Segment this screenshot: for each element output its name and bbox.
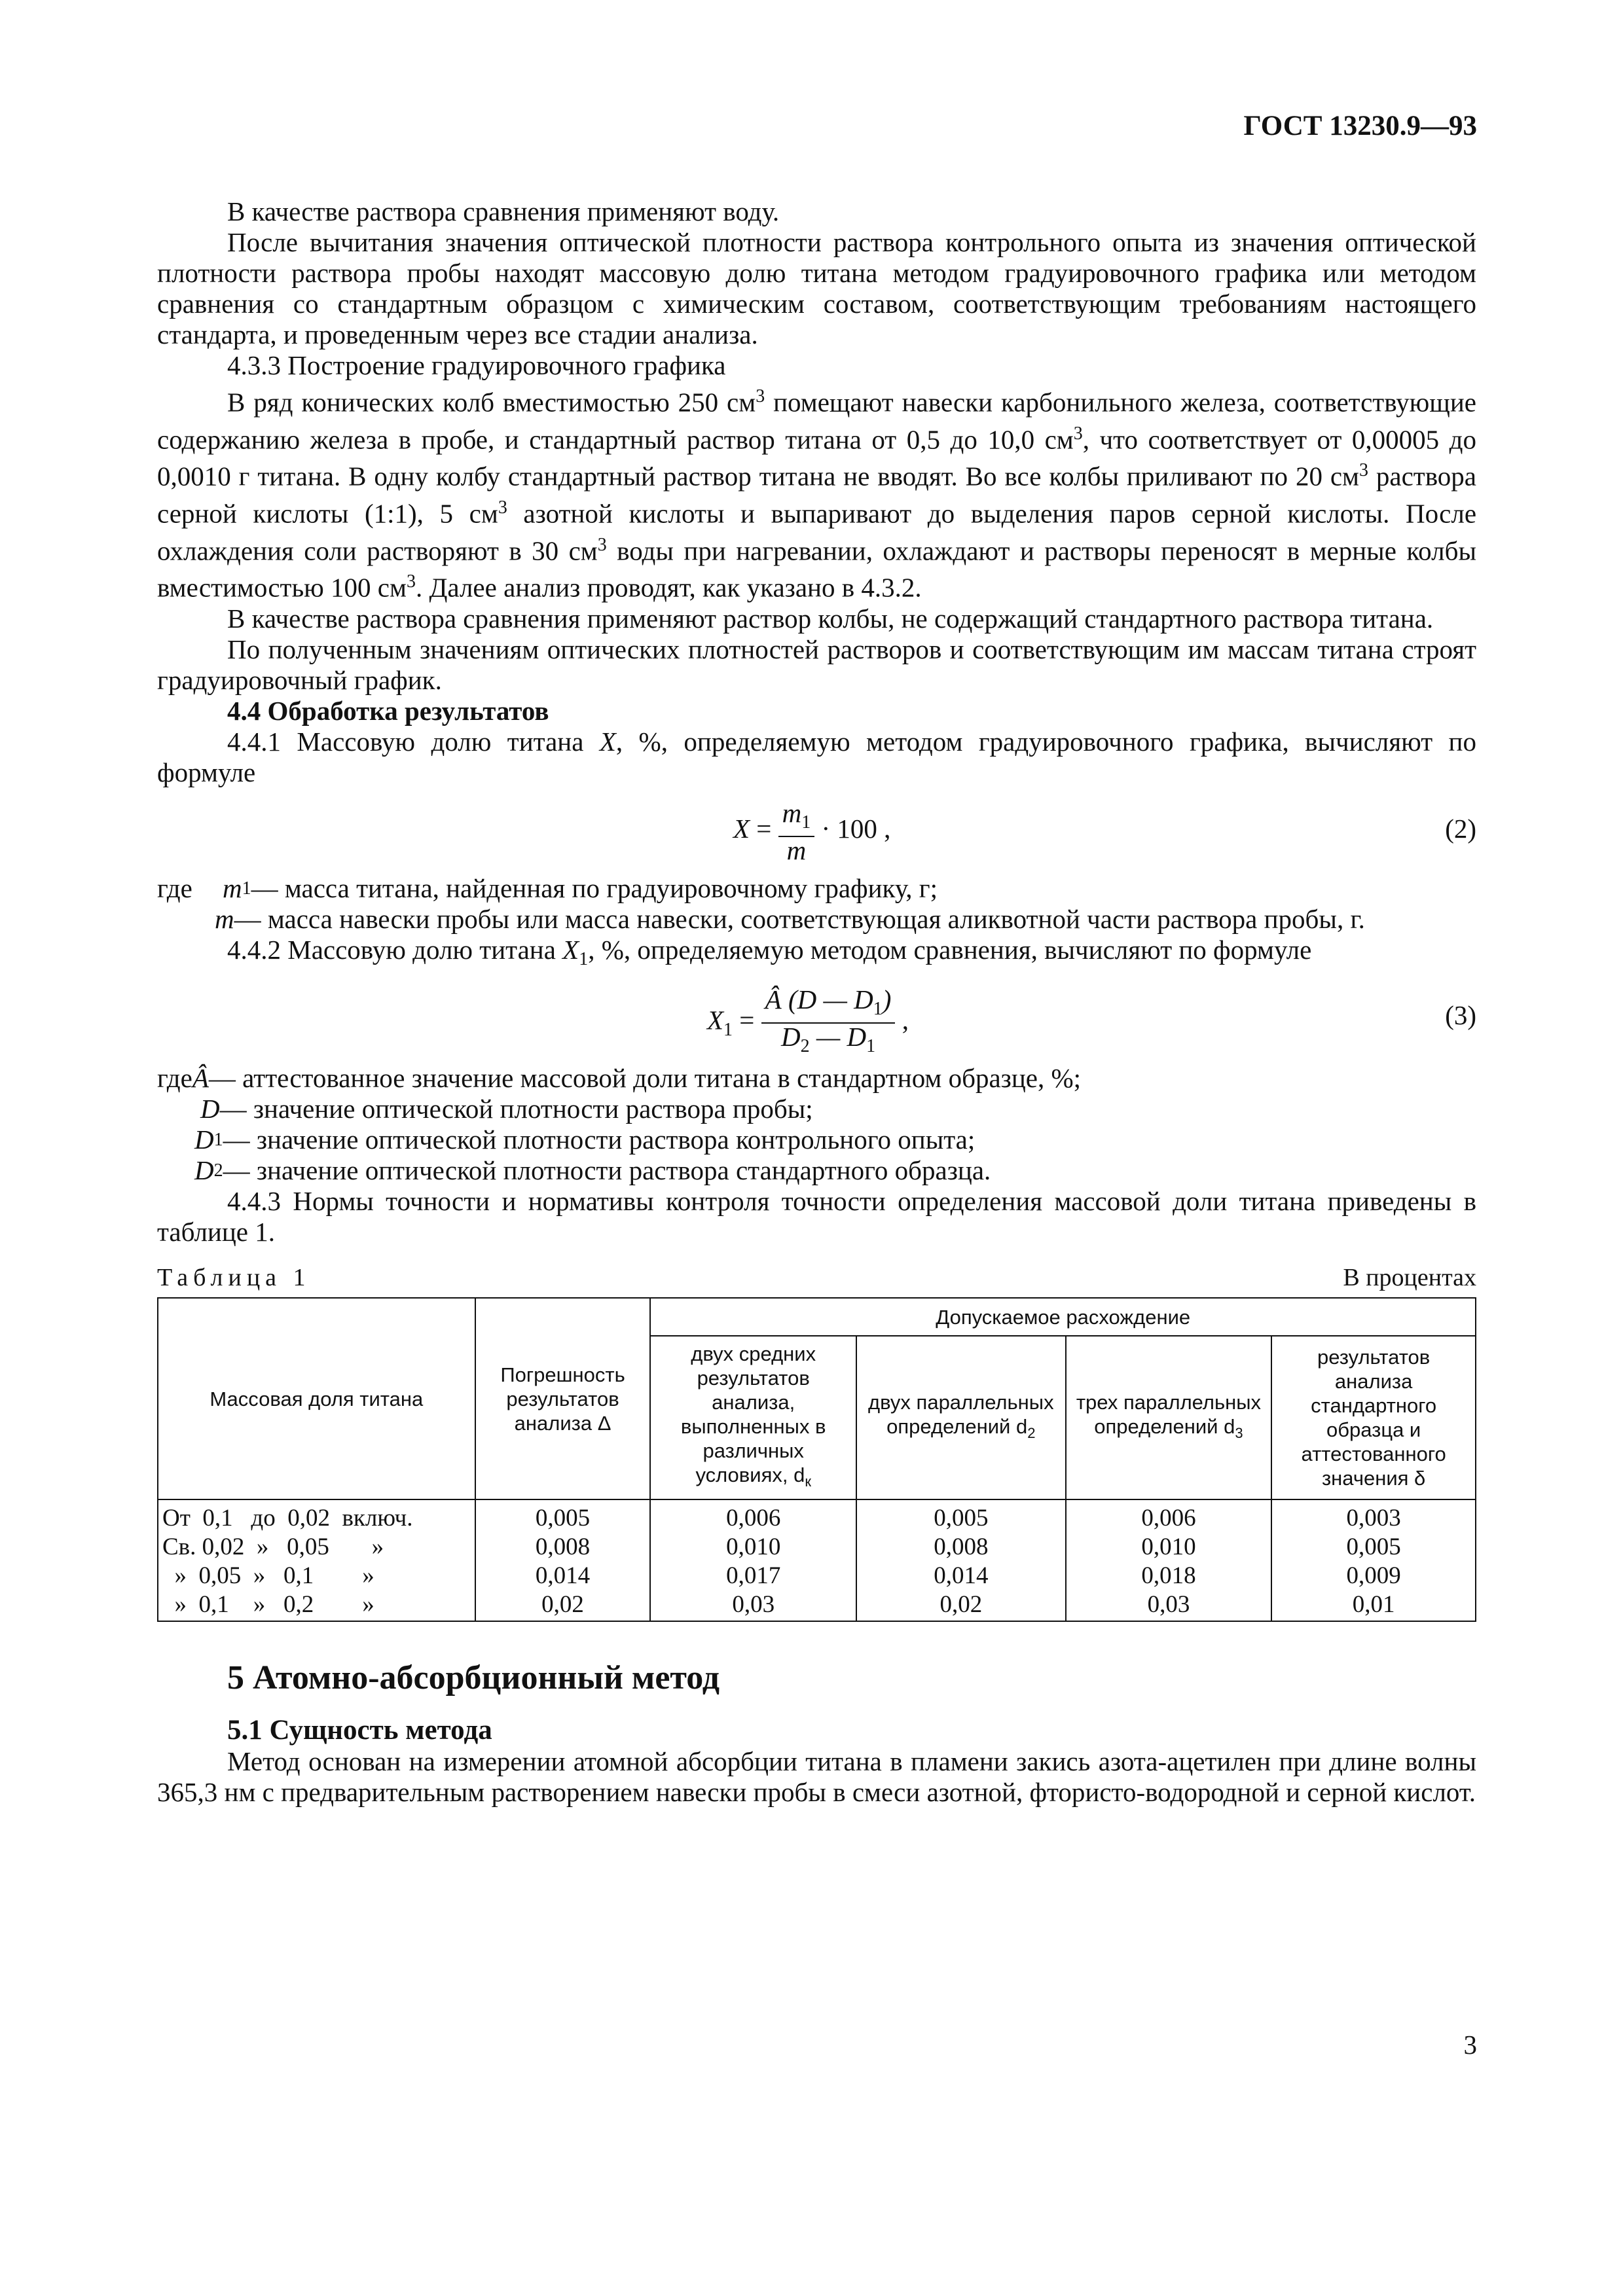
paragraph: 4.4.1 Массовую долю титана X, %, определяемую методом градуировочного графика, вычисляют по формуле xyxy=(157,726,1476,787)
table-body xyxy=(158,1499,1476,1621)
document-code: ГОСТ 13230.9—93 xyxy=(1243,111,1477,141)
delta-cells: 0,003 0,005 0,009 0,01 xyxy=(1271,1499,1476,1621)
section-5-1-title: 5.1 Сущность метода xyxy=(227,1715,492,1746)
column-header-dk: двух средних результатов анализа, выполненных в различных условиях, $d_к$ xyxy=(650,1336,856,1499)
column-header-d3: трех параллельных определений $d_3$ xyxy=(1066,1336,1272,1499)
table-caption xyxy=(157,1263,1476,1292)
section-heading-4-3-3: 4.3.3 Построение градуировочного графика xyxy=(227,350,726,380)
column-header-delta: результатов анализа стандартного образца и аттестованного значения δ xyxy=(1271,1336,1476,1499)
formula-2: X = $\frac{m_1}{m}$ · 100 , (2) xyxy=(733,797,1476,866)
column-header-d2: двух параллельных определений $d_2$ xyxy=(856,1336,1066,1499)
table-title: Таблица 1 xyxy=(157,1264,311,1292)
paragraph: В качестве раствора сравнения применяют раствор колбы, не содержащий стандартного раствора титана. xyxy=(227,603,1434,634)
definition-item: D — значение оптической плотности раствора пробы; xyxy=(200,1094,813,1124)
paragraph: В ряд конических колб вместимостью 250 $см^3$ помещают навески карбонильного железа, соответствующие содержанию железа в пробе, и стандартный раствор титана от 0,5 до 10,0 $см^3$, что соответствует от 0,00005 до 0,0010 г титана. В одну колбу стандартный раствор титана не вводят. Во все колбы приливают по 20 $см^3$ раствора серной кислоты (1:1), 5 $см^3$ азотной кислоты и выпаривают до выделения паров серной кислоты. После охлаждения соли растворяют в 30 $см^3$ воды при нагревании, охлаждают и растворы переносят в мерные колбы вместимостью 100 $см^3$. Далее анализ проводят, как указано в 4.3.2. xyxy=(157,386,1477,603)
definition-item: где m 1 — масса титана, найденная по градуировочному графику, г; xyxy=(157,872,938,903)
column-header-error: Погрешность результатов анализа Δ xyxy=(475,1298,651,1499)
paragraph: Метод основан на измерении атомной абсорбции титана в пламени закись азота-ацетилен при длине волны 365,3 нм с предварительным растворением навески пробы в смеси азотной, фтористо-водородной и серной кислот. xyxy=(157,1746,1476,1808)
error-cells: 0,005 0,008 0,014 0,02 xyxy=(475,1499,651,1621)
section-heading-4-4: 4.4 Обработка результатов xyxy=(227,695,549,726)
formula-2-definitions xyxy=(157,873,1476,935)
d3-cells: 0,006 0,010 0,018 0,03 xyxy=(1066,1499,1272,1621)
paragraph: 4.4.3 Нормы точности и нормативы контроля точности определения массовой доли титана приведены в таблице 1. xyxy=(157,1186,1476,1247)
page-number: 3 xyxy=(1463,2030,1477,2060)
formula-3-definitions xyxy=(157,1063,1476,1186)
formula-3: $X_1$ = $\frac{Â (D — D_1)}{D_2 — D_1}$ , (3) xyxy=(707,984,1476,1057)
table-units: В процентах xyxy=(1343,1264,1476,1292)
section-5-title: 5 Атомно-абсорбционный метод xyxy=(227,1659,720,1697)
dk-cells: 0,006 0,010 0,017 0,03 xyxy=(650,1499,856,1621)
definition-item: D 1 — значение оптической плотности раствора контрольного опыта; xyxy=(194,1124,976,1155)
column-header-mass: Массовая доля титана xyxy=(158,1298,475,1499)
accuracy-table xyxy=(157,1297,1476,1622)
formula-number: (2) xyxy=(1445,813,1476,844)
column-group-header: Допускаемое расхождение xyxy=(650,1298,1476,1336)
paragraph: После вычитания значения оптической плотности раствора контрольного опыта из значения оптической плотности раствора пробы находят массовую долю титана методом градуировочного графика или методом сравнения со стандартным образцом с химическим составом, соответствующим требованиям настоящего стандарта, и проведенным через все стадии анализа. xyxy=(157,227,1476,350)
paragraph: По полученным значениям оптических плотностей растворов и соответствующим им массам титана строят градуировочный график. xyxy=(157,634,1476,695)
paragraph: В качестве раствора сравнения применяют воду. xyxy=(227,196,780,226)
definition-item: где Â — аттестованное значение массовой доли титана в стандартном образце, %; xyxy=(157,1063,1082,1094)
definition-item: D 2 — значение оптической плотности раствора стандартного образца. xyxy=(194,1155,991,1186)
page-content xyxy=(157,196,1476,1808)
definition-item: m — масса навески пробы или масса навески, соответствующая аликвотной части раствора пробы, г. xyxy=(215,903,1365,934)
mass-cells: От 0,1 до 0,02 включ. Св. 0,02 » 0,05 » » 0,05 » 0,1 » » 0,1 » 0,2 » xyxy=(158,1499,475,1621)
formula-number: (3) xyxy=(1445,1000,1476,1031)
paragraph: 4.4.2 Массовую долю титана $X_1$, %, определяемую методом сравнения, вычисляют по формуле xyxy=(227,934,1312,970)
d2-cells: 0,005 0,008 0,014 0,02 xyxy=(856,1499,1066,1621)
